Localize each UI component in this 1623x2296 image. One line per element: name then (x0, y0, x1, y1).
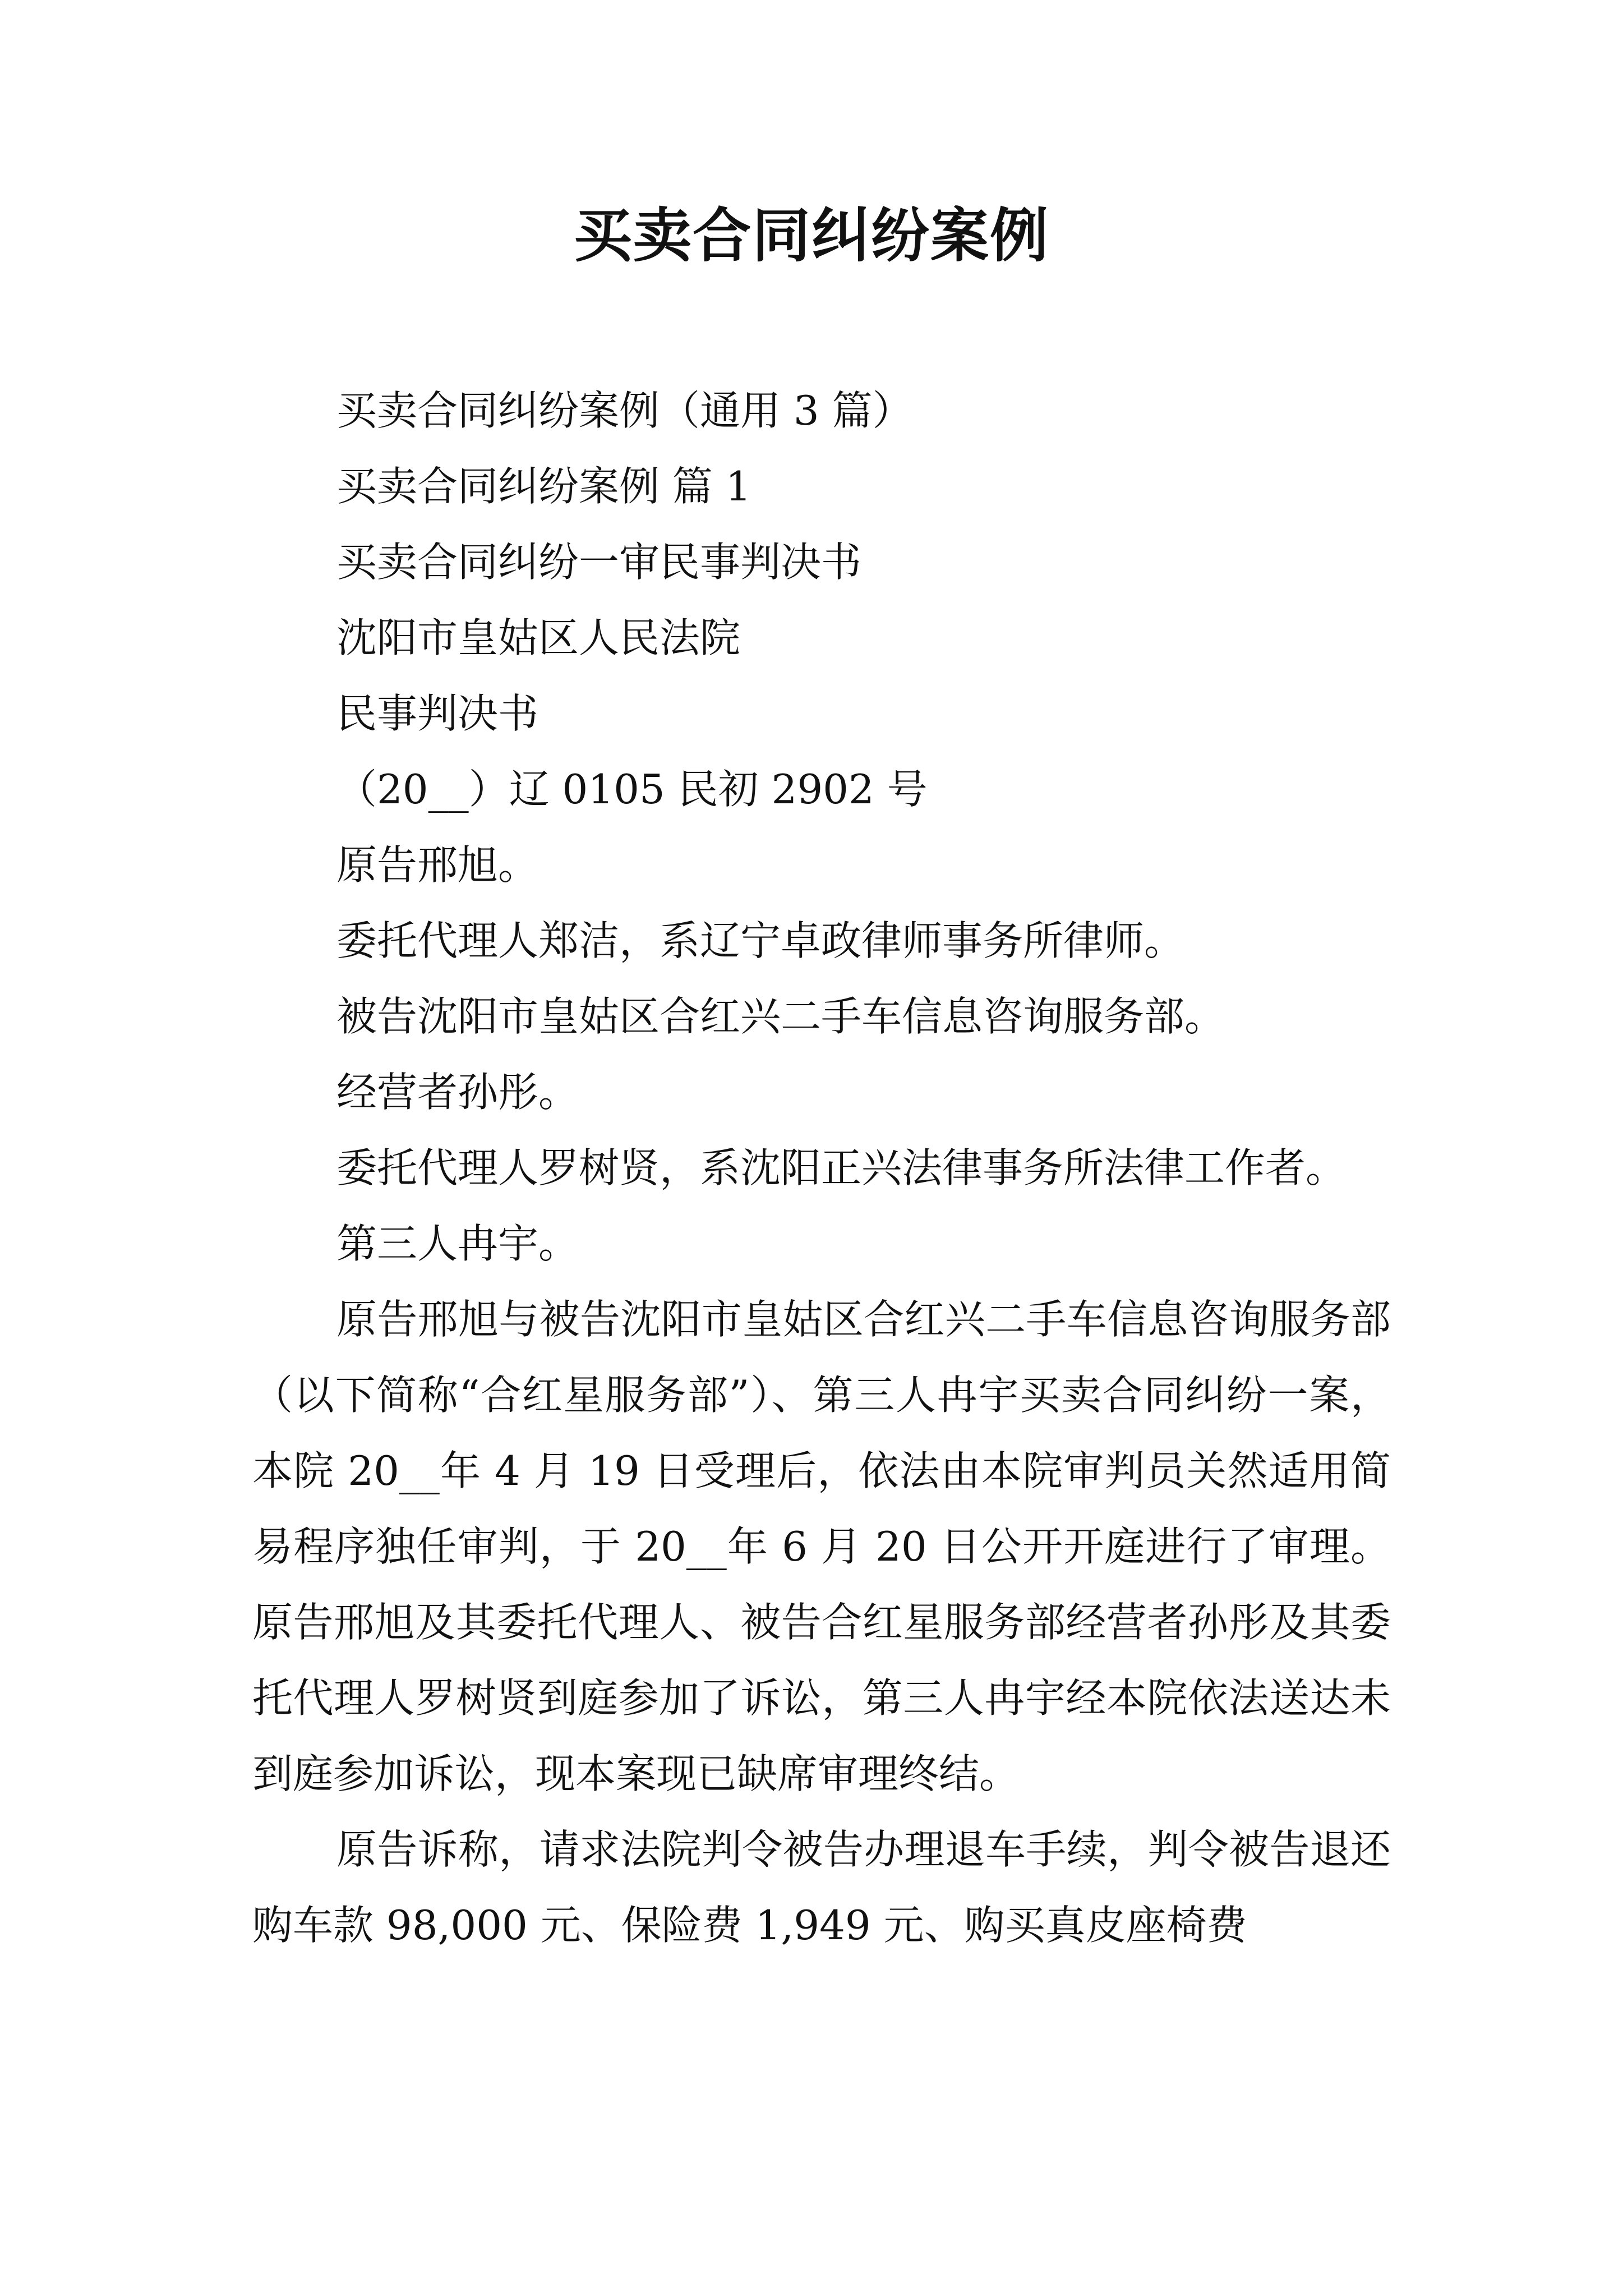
plaintiff-line: 原告邢旭。 (336, 841, 539, 889)
third-party-line: 第三人冉宇。 (336, 1220, 579, 1267)
plaintiff-agent-line: 委托代理人郑洁，系辽宁卓政律师事务所律师。 (336, 917, 1185, 964)
case-number: （20__）辽 0105 民初 2902 号 (336, 766, 928, 813)
operator-line: 经营者孙彤。 (336, 1069, 579, 1116)
case-summary-paragraph: 原告邢旭与被告沈阳市皇姑区合红兴二手车信息咨询服务部（以下简称“合红星服务部”）、第三人冉宇买卖合同纠纷一案，本院 20__年 4 月 19 日受理后，依法由本院审判员关然适用简易程序独任审判，于 20__年 6 月 20 日公开开庭进行了审理。原告邢旭及其委托代理人、被告合红星服务部经营者孙彤及其委托代理人罗树贤到庭参加了诉讼，第三人冉宇经本院依法送达未到庭参加诉讼，现本案现已缺席审理终结。 (252, 1296, 1391, 1797)
plaintiff-claim-paragraph: 原告诉称，请求法院判令被告办理退车手续，判令被告退还购车款 98,000 元、保险费 1,949 元、购买真皮座椅费 (252, 1826, 1391, 1949)
defendant-agent-line: 委托代理人罗树贤，系沈阳正兴法律事务所法律工作者。 (336, 1144, 1347, 1191)
document-body (252, 373, 1391, 1963)
judgment-title: 买卖合同纠纷一审民事判决书 (336, 539, 862, 586)
document-type: 民事判决书 (336, 690, 539, 737)
defendant-line: 被告沈阳市皇姑区合红兴二手车信息咨询服务部。 (336, 993, 1225, 1040)
court-name: 沈阳市皇姑区人民法院 (336, 614, 741, 661)
section-heading: 买卖合同纠纷案例 篇 1 (336, 463, 751, 510)
subtitle-line: 买卖合同纠纷案例（通用 3 篇） (336, 387, 913, 434)
document-title: 买卖合同纠纷案例 (573, 201, 1049, 270)
